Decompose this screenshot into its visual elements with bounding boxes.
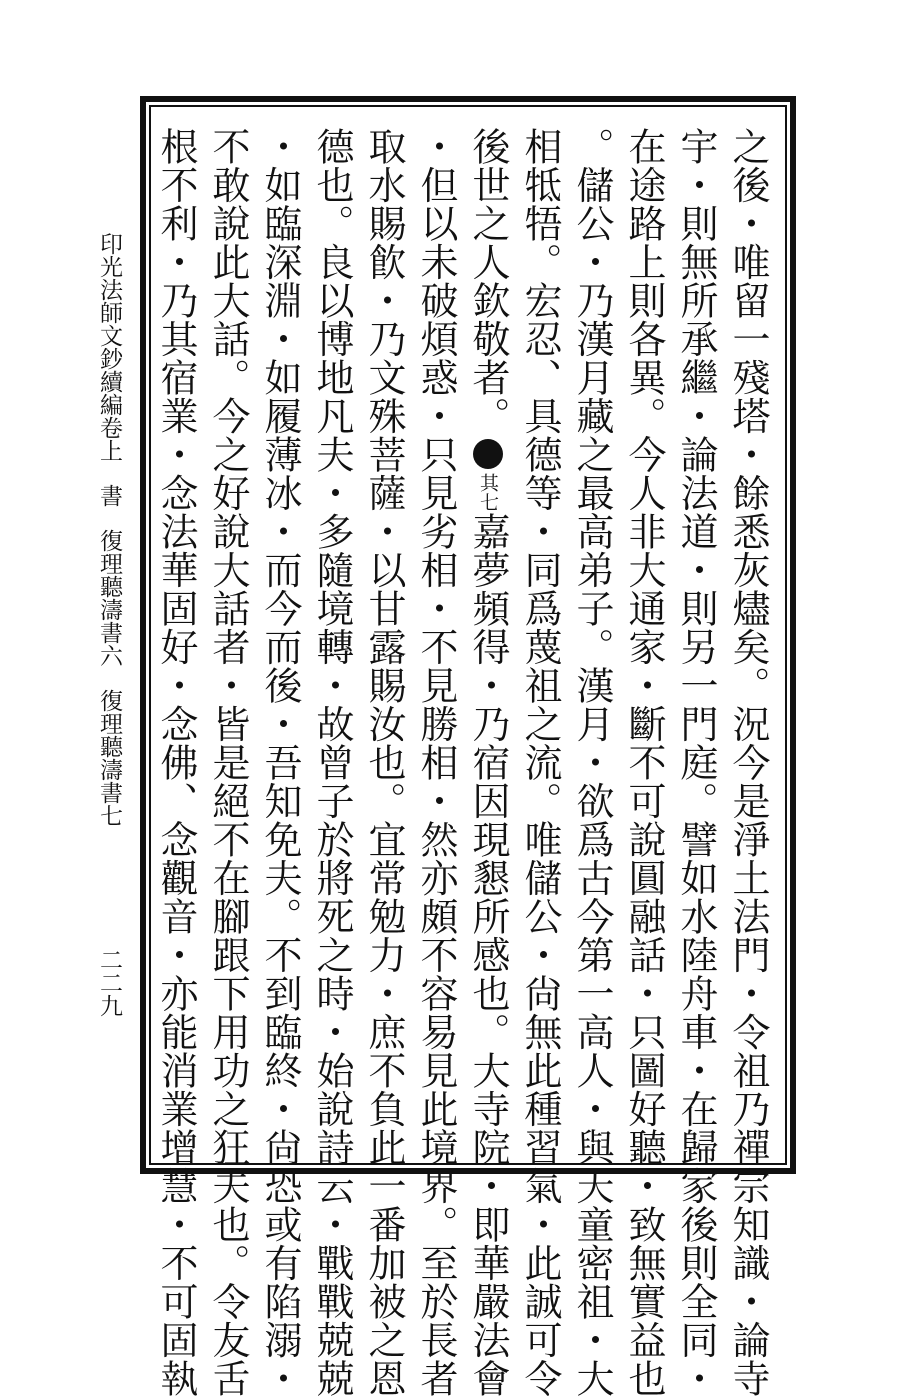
text-column-4: 。儲公・乃漢月藏之最高弟子。漢月・欲爲古今第一高人・與天童密祖・大 bbox=[570, 127, 614, 1398]
running-head bbox=[95, 232, 123, 827]
text-column-2: 宇・則無所承繼・論法道・則另一門庭。譬如水陸舟車・在歸家後則全同・ bbox=[674, 127, 718, 1398]
text-column-10: ・如臨深淵・如履薄冰・而今而後・吾知免夫。不到臨終・尙恐或有陷溺・ bbox=[258, 127, 302, 1398]
text-column-6-head: 後世之人欽敬者。 bbox=[466, 127, 510, 435]
section-marker-dot bbox=[473, 439, 503, 469]
letter-title-next: 復理聽濤書七 bbox=[96, 689, 122, 827]
page-number: 二二九 bbox=[96, 948, 122, 1017]
text-column-9: 德也。良以博地凡夫・多隨境轉・故曾子於將死之時・始說詩云・戰戰兢兢 bbox=[310, 127, 354, 1398]
book-title: 印光法師文鈔續編卷上 bbox=[96, 232, 122, 462]
letter-number-note: 其七 bbox=[477, 473, 499, 512]
text-column-5: 相牴牾。宏忍、具德等・同爲蔑祖之流。唯儲公・尙無此種習氣・此誠可令 bbox=[518, 127, 562, 1398]
letter-title-current: 復理聽濤書六 bbox=[96, 529, 122, 667]
text-column-3: 在途路上則各異。今人非大通家・斷不可說圓融話・只圖好聽・致無實益也 bbox=[622, 127, 666, 1398]
text-column-12: 根不利・乃其宿業・念法華固好・念佛、念觀音・亦能消業增慧・不可固執 bbox=[154, 127, 198, 1398]
text-column-6 bbox=[466, 127, 510, 1398]
text-column-6-tail: 嘉夢頻得・乃宿因現懇所感也。大寺院・即華嚴法會 bbox=[466, 512, 510, 1398]
text-column-7: ・但以未破煩惑・只見劣相・不見勝相・然亦頗不容易見此境界。至於長者 bbox=[414, 127, 458, 1398]
text-column-8: 取水賜飮・乃文殊菩薩・以甘露賜汝也。宜常勉力・庶不負此一番加被之恩 bbox=[362, 127, 406, 1398]
text-column-11: 不敢說此大話。今之好說大話者・皆是絕不在腳跟下用功之狂夫也。令友舌 bbox=[206, 127, 250, 1398]
section-label: 書 bbox=[96, 484, 122, 507]
text-column-1: 之後・唯留一殘塔・餘悉灰燼矣。況今是淨土法門・令祖乃禪宗知識・論寺 bbox=[726, 127, 770, 1398]
